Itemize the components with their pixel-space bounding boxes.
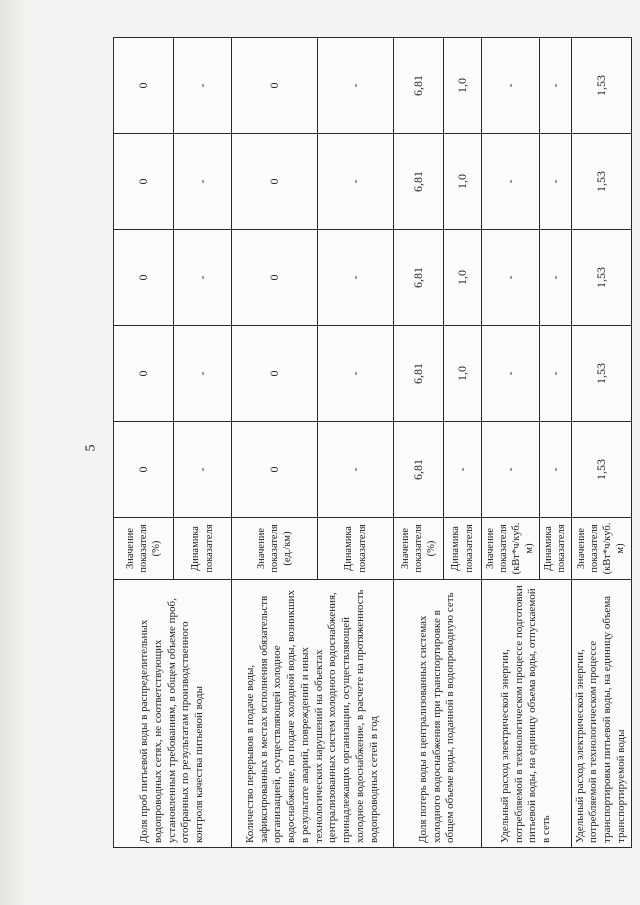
value-cell: 0 (114, 134, 174, 230)
value-cell: 6,81 (394, 230, 444, 326)
dynamics-cell: - (318, 422, 394, 518)
dynamics-cell: - (174, 38, 232, 134)
dynamics-unit: Динамика показателя (174, 518, 232, 580)
dynamics-cell: - (444, 422, 482, 518)
value-cell: 0 (232, 326, 318, 422)
dynamics-cell: - (318, 134, 394, 230)
value-unit: Значение показателя (кВт*ч/куб. м) (571, 518, 631, 580)
value-cell: 1,53 (571, 326, 631, 422)
value-cell: - (482, 134, 540, 230)
indicator-name: Удельный расход электрической энергии, потребляемой в технологическом процессе подготовки питьевой воды, на единицу объема воды, отпускаемой в сеть (482, 580, 572, 848)
dynamics-cell: - (174, 134, 232, 230)
dynamics-cell: - (539, 422, 571, 518)
value-cell: 6,81 (394, 422, 444, 518)
dynamics-unit: Динамика показателя (444, 518, 482, 580)
page-number: 5 (83, 444, 99, 452)
table-row (571, 38, 631, 848)
rotated-table-wrapper (113, 38, 627, 848)
value-cell: 6,81 (394, 38, 444, 134)
indicator-name: Доля потерь воды в централизованных системах холодного водоснабжения при транспортировке в общем объеме воды, поданной в водопроводную сеть (394, 580, 482, 848)
dynamics-cell: 1,0 (444, 326, 482, 422)
scan-edge (0, 0, 26, 905)
dynamics-cell: - (174, 230, 232, 326)
dynamics-cell: - (539, 134, 571, 230)
dynamics-cell: - (318, 38, 394, 134)
value-cell: 1,53 (571, 422, 631, 518)
value-unit: Значение показателя (%) (114, 518, 174, 580)
dynamics-cell: - (318, 230, 394, 326)
value-cell: 0 (232, 230, 318, 326)
value-unit: Значение показателя (%) (394, 518, 444, 580)
value-cell: - (482, 230, 540, 326)
dynamics-cell: 1,0 (444, 38, 482, 134)
table-row (114, 38, 174, 848)
value-unit: Значение показателя (ед./км) (232, 518, 318, 580)
value-cell: 6,81 (394, 134, 444, 230)
value-cell: - (482, 38, 540, 134)
dynamics-cell: - (539, 326, 571, 422)
value-cell: 0 (114, 326, 174, 422)
table-row (232, 38, 318, 848)
value-cell: 0 (232, 422, 318, 518)
value-cell: 0 (114, 230, 174, 326)
value-cell: 1,53 (571, 230, 631, 326)
dynamics-cell: - (539, 230, 571, 326)
value-cell: - (482, 326, 540, 422)
value-unit: Значение показателя (кВт*ч/куб. м) (482, 518, 540, 580)
value-cell: 0 (114, 422, 174, 518)
dynamics-unit: Динамика показателя (539, 518, 571, 580)
table-row (394, 38, 444, 848)
dynamics-cell: 1,0 (444, 230, 482, 326)
indicators-table (113, 37, 632, 848)
indicator-name: Доля проб питьевой воды в распределительных водопроводных сетях, не соответствующих установленным требованиям, в общем объеме проб, отобранных по результатам производственного контроля качества питьевой воды (114, 580, 232, 848)
dynamics-cell: - (539, 38, 571, 134)
indicator-name: Удельный расход электрической энергии, потребляемой в технологическом процессе транспортировки питьевой воды, на единицу объема транспортируемой воды (571, 580, 631, 848)
value-cell: 0 (114, 38, 174, 134)
indicator-name: Количество перерывов в подаче воды, зафиксированных в местах исполнения обязательств организацией, осуществляющей холодное водоснабжение, по подаче холодной воды, возникших в результате аварий, повреждений и иных технологических нарушений на объектах централизованных систем холодного водоснабжения, принадлежащих организации, осуществляющей холодное водоснабжение, в расчете на протяженность водопроводных сетей в год (232, 580, 394, 848)
value-cell: - (482, 422, 540, 518)
value-cell: 6,81 (394, 326, 444, 422)
dynamics-cell: - (174, 422, 232, 518)
value-cell: 0 (232, 38, 318, 134)
dynamics-unit: Динамика показателя (318, 518, 394, 580)
value-cell: 1,53 (571, 134, 631, 230)
dynamics-cell: - (174, 326, 232, 422)
dynamics-cell: - (318, 326, 394, 422)
dynamics-cell: 1,0 (444, 134, 482, 230)
value-cell: 1,53 (571, 38, 631, 134)
table-row (482, 38, 540, 848)
value-cell: 0 (232, 134, 318, 230)
